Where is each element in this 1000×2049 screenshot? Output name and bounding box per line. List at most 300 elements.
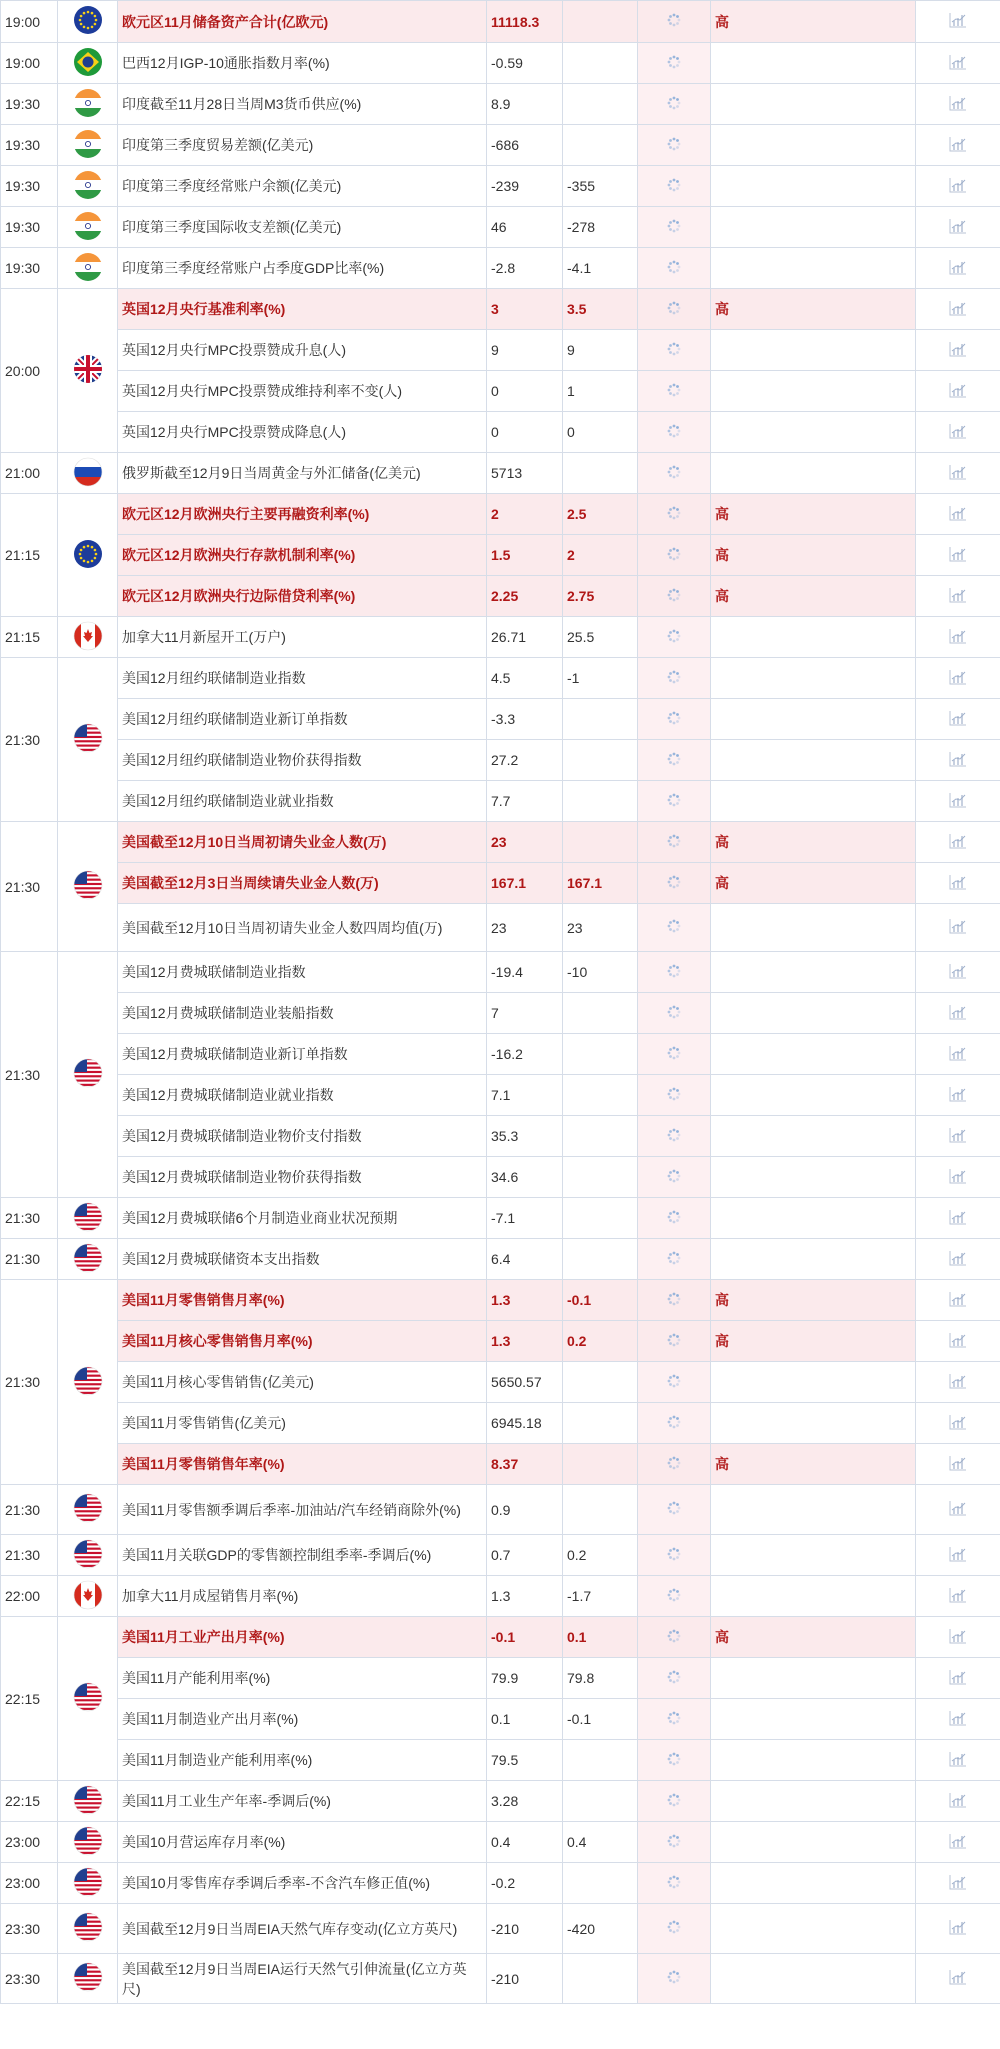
previous-value: 7.7 — [487, 781, 563, 822]
forecast-value — [563, 1954, 638, 2004]
indicator-name: 美国12月费城联储制造业物价获得指数 — [118, 1157, 487, 1198]
forecast-value: 2.5 — [563, 494, 638, 535]
previous-value: 1.3 — [487, 1576, 563, 1617]
importance-label — [711, 1781, 916, 1822]
history-chart-cell[interactable] — [916, 904, 1000, 952]
in-flag-icon — [73, 129, 103, 162]
previous-value: 23 — [487, 904, 563, 952]
forecast-value — [563, 822, 638, 863]
previous-value: -239 — [487, 166, 563, 207]
loading-spinner-icon — [666, 218, 682, 237]
forecast-value — [563, 1075, 638, 1116]
history-chart-cell[interactable] — [916, 1485, 1000, 1535]
forecast-value: 25.5 — [563, 617, 638, 658]
bar-chart-icon[interactable] — [949, 1004, 967, 1023]
importance-label — [711, 166, 916, 207]
actual-value-cell — [638, 1954, 711, 2004]
history-chart-cell[interactable] — [916, 1280, 1000, 1321]
event-time: 19:30 — [1, 166, 58, 207]
actual-value-cell — [638, 1321, 711, 1362]
actual-value-cell — [638, 658, 711, 699]
indicator-name: 印度第三季度经常账户余额(亿美元) — [118, 166, 487, 207]
importance-label — [711, 453, 916, 494]
country-flag-cell — [58, 453, 118, 494]
history-chart-cell[interactable] — [916, 658, 1000, 699]
indicator-name: 欧元区12月欧洲央行边际借贷利率(%) — [118, 576, 487, 617]
bar-chart-icon[interactable] — [949, 464, 967, 483]
actual-value-cell — [638, 1403, 711, 1444]
history-chart-cell[interactable] — [916, 1239, 1000, 1280]
calendar-row — [1, 658, 1000, 699]
loading-spinner-icon — [666, 1004, 682, 1023]
forecast-value — [563, 1781, 638, 1822]
previous-value: -2.8 — [487, 248, 563, 289]
history-chart-cell[interactable] — [916, 1116, 1000, 1157]
history-chart-cell[interactable] — [916, 1198, 1000, 1239]
bar-chart-icon[interactable] — [949, 1414, 967, 1433]
ru-flag-icon — [73, 457, 103, 490]
history-chart-cell[interactable] — [916, 43, 1000, 84]
indicator-name: 美国截至12月10日当周初请失业金人数(万) — [118, 822, 487, 863]
actual-value-cell — [638, 43, 711, 84]
history-chart-cell[interactable] — [916, 1034, 1000, 1075]
previous-value: 1.3 — [487, 1280, 563, 1321]
history-chart-cell[interactable] — [916, 412, 1000, 453]
forecast-value — [563, 1863, 638, 1904]
bar-chart-icon[interactable] — [949, 1332, 967, 1351]
indicator-name: 美国11月制造业产能利用率(%) — [118, 1740, 487, 1781]
actual-value-cell — [638, 412, 711, 453]
calendar-row — [1, 1699, 1000, 1740]
history-chart-cell[interactable] — [916, 781, 1000, 822]
calendar-row — [1, 1116, 1000, 1157]
actual-value-cell — [638, 1362, 711, 1403]
history-chart-cell[interactable] — [916, 740, 1000, 781]
event-time: 21:30 — [1, 952, 58, 1198]
forecast-value: 0 — [563, 412, 638, 453]
previous-value: 5713 — [487, 453, 563, 494]
forecast-value — [563, 1034, 638, 1075]
loading-spinner-icon — [666, 1792, 682, 1811]
calendar-row — [1, 1658, 1000, 1699]
history-chart-cell[interactable] — [916, 993, 1000, 1034]
bar-chart-icon[interactable] — [949, 382, 967, 401]
forecast-value: -0.1 — [563, 1280, 638, 1321]
history-chart-cell[interactable] — [916, 166, 1000, 207]
us-flag-icon — [73, 1682, 103, 1715]
country-flag-cell — [58, 248, 118, 289]
bar-chart-icon[interactable] — [949, 628, 967, 647]
history-chart-cell[interactable] — [916, 1, 1000, 43]
event-time: 23:00 — [1, 1863, 58, 1904]
bar-chart-icon[interactable] — [949, 874, 967, 893]
calendar-row — [1, 1576, 1000, 1617]
country-flag-cell — [58, 1, 118, 43]
country-flag-cell — [58, 125, 118, 166]
indicator-name: 印度第三季度经常账户占季度GDP比率(%) — [118, 248, 487, 289]
previous-value: 8.9 — [487, 84, 563, 125]
calendar-row — [1, 1781, 1000, 1822]
indicator-name: 印度截至11月28日当周M3货币供应(%) — [118, 84, 487, 125]
history-chart-cell[interactable] — [916, 1321, 1000, 1362]
loading-spinner-icon — [666, 1045, 682, 1064]
history-chart-cell[interactable] — [916, 1863, 1000, 1904]
loading-spinner-icon — [666, 918, 682, 937]
us-flag-icon — [73, 1962, 103, 1995]
bar-chart-icon[interactable] — [949, 54, 967, 73]
history-chart-cell[interactable] — [916, 1403, 1000, 1444]
actual-value-cell — [638, 1444, 711, 1485]
ca-flag-icon — [73, 1580, 103, 1613]
forecast-value: 167.1 — [563, 863, 638, 904]
bar-chart-icon[interactable] — [949, 1127, 967, 1146]
calendar-row — [1, 1075, 1000, 1116]
calendar-row — [1, 1198, 1000, 1239]
event-time: 21:15 — [1, 617, 58, 658]
forecast-value: -0.1 — [563, 1699, 638, 1740]
importance-label — [711, 248, 916, 289]
indicator-name: 美国11月工业产出月率(%) — [118, 1617, 487, 1658]
importance-label — [711, 1362, 916, 1403]
calendar-row — [1, 1740, 1000, 1781]
loading-spinner-icon — [666, 874, 682, 893]
history-chart-cell[interactable] — [916, 952, 1000, 993]
indicator-name: 美国截至12月3日当周续请失业金人数(万) — [118, 863, 487, 904]
indicator-name: 美国截至12月10日当周初请失业金人数四周均值(万) — [118, 904, 487, 952]
importance-label: 高 — [711, 289, 916, 330]
forecast-value — [563, 43, 638, 84]
indicator-name: 美国12月费城联储6个月制造业商业状况预期 — [118, 1198, 487, 1239]
history-chart-cell[interactable] — [916, 1444, 1000, 1485]
loading-spinner-icon — [666, 1669, 682, 1688]
us-flag-icon — [73, 1058, 103, 1091]
history-chart-cell[interactable] — [916, 1904, 1000, 1954]
event-time: 23:00 — [1, 1822, 58, 1863]
in-flag-icon — [73, 170, 103, 203]
us-flag-icon — [73, 1493, 103, 1526]
bar-chart-icon[interactable] — [949, 1751, 967, 1770]
importance-label — [711, 740, 916, 781]
bar-chart-icon[interactable] — [949, 1546, 967, 1565]
country-flag-cell — [58, 166, 118, 207]
bar-chart-icon[interactable] — [949, 505, 967, 524]
us-flag-icon — [73, 1785, 103, 1818]
previous-value: -210 — [487, 1904, 563, 1954]
history-chart-cell[interactable] — [916, 1699, 1000, 1740]
country-flag-cell — [58, 207, 118, 248]
bar-chart-icon[interactable] — [949, 546, 967, 565]
calendar-row — [1, 1, 1000, 43]
importance-label — [711, 1740, 916, 1781]
event-time: 20:00 — [1, 289, 58, 453]
event-time: 19:30 — [1, 84, 58, 125]
importance-label — [711, 1576, 916, 1617]
previous-value: 7 — [487, 993, 563, 1034]
importance-label: 高 — [711, 822, 916, 863]
indicator-name: 英国12月央行MPC投票赞成维持利率不变(人) — [118, 371, 487, 412]
bar-chart-icon[interactable] — [949, 1792, 967, 1811]
forecast-value — [563, 1362, 638, 1403]
bar-chart-icon[interactable] — [949, 218, 967, 237]
importance-label: 高 — [711, 1617, 916, 1658]
actual-value-cell — [638, 1822, 711, 1863]
previous-value: -3.3 — [487, 699, 563, 740]
loading-spinner-icon — [666, 833, 682, 852]
importance-label: 高 — [711, 576, 916, 617]
history-chart-cell[interactable] — [916, 1658, 1000, 1699]
previous-value: 79.9 — [487, 1658, 563, 1699]
actual-value-cell — [638, 993, 711, 1034]
indicator-name: 美国12月费城联储制造业装船指数 — [118, 993, 487, 1034]
previous-value: 2 — [487, 494, 563, 535]
bar-chart-icon[interactable] — [949, 792, 967, 811]
bar-chart-icon[interactable] — [949, 423, 967, 442]
uk-flag-icon — [73, 354, 103, 387]
calendar-row — [1, 863, 1000, 904]
forecast-value: 0.1 — [563, 1617, 638, 1658]
bar-chart-icon[interactable] — [949, 1919, 967, 1938]
bar-chart-icon[interactable] — [949, 1500, 967, 1519]
forecast-value — [563, 1740, 638, 1781]
event-time: 19:30 — [1, 248, 58, 289]
importance-label — [711, 699, 916, 740]
bar-chart-icon[interactable] — [949, 669, 967, 688]
forecast-value: 2.75 — [563, 576, 638, 617]
importance-label — [711, 412, 916, 453]
importance-label — [711, 1116, 916, 1157]
history-chart-cell[interactable] — [916, 84, 1000, 125]
previous-value: -686 — [487, 125, 563, 166]
country-flag-cell — [58, 494, 118, 617]
previous-value: -7.1 — [487, 1198, 563, 1239]
bar-chart-icon[interactable] — [949, 1969, 967, 1988]
history-chart-cell[interactable] — [916, 617, 1000, 658]
forecast-value — [563, 699, 638, 740]
previous-value: 6945.18 — [487, 1403, 563, 1444]
loading-spinner-icon — [666, 1919, 682, 1938]
calendar-row — [1, 371, 1000, 412]
calendar-row — [1, 1362, 1000, 1403]
loading-spinner-icon — [666, 95, 682, 114]
history-chart-cell[interactable] — [916, 863, 1000, 904]
country-flag-cell — [58, 1535, 118, 1576]
loading-spinner-icon — [666, 751, 682, 770]
country-flag-cell — [58, 1198, 118, 1239]
loading-spinner-icon — [666, 1291, 682, 1310]
forecast-value: -10 — [563, 952, 638, 993]
loading-spinner-icon — [666, 1546, 682, 1565]
actual-value-cell — [638, 699, 711, 740]
actual-value-cell — [638, 453, 711, 494]
loading-spinner-icon — [666, 1373, 682, 1392]
actual-value-cell — [638, 1116, 711, 1157]
bar-chart-icon[interactable] — [949, 136, 967, 155]
forecast-value: 2 — [563, 535, 638, 576]
event-time: 19:30 — [1, 125, 58, 166]
calendar-row — [1, 125, 1000, 166]
country-flag-cell — [58, 43, 118, 84]
loading-spinner-icon — [666, 12, 682, 31]
bar-chart-icon[interactable] — [949, 751, 967, 770]
bar-chart-icon[interactable] — [949, 300, 967, 319]
bar-chart-icon[interactable] — [949, 1168, 967, 1187]
actual-value-cell — [638, 863, 711, 904]
event-time: 22:00 — [1, 1576, 58, 1617]
history-chart-cell[interactable] — [916, 1617, 1000, 1658]
bar-chart-icon[interactable] — [949, 1086, 967, 1105]
bar-chart-icon[interactable] — [949, 1628, 967, 1647]
calendar-row — [1, 207, 1000, 248]
calendar-row — [1, 1403, 1000, 1444]
bar-chart-icon[interactable] — [949, 587, 967, 606]
previous-value: 46 — [487, 207, 563, 248]
bar-chart-icon[interactable] — [949, 12, 967, 31]
forecast-value: -4.1 — [563, 248, 638, 289]
calendar-row — [1, 248, 1000, 289]
event-time: 21:30 — [1, 658, 58, 822]
history-chart-cell[interactable] — [916, 494, 1000, 535]
importance-label — [711, 1485, 916, 1535]
bar-chart-icon[interactable] — [949, 177, 967, 196]
history-chart-cell[interactable] — [916, 1822, 1000, 1863]
country-flag-cell — [58, 1863, 118, 1904]
eu-flag-icon — [73, 539, 103, 572]
country-flag-cell — [58, 1485, 118, 1535]
importance-label — [711, 125, 916, 166]
previous-value: -210 — [487, 1954, 563, 2004]
history-chart-cell[interactable] — [916, 248, 1000, 289]
history-chart-cell[interactable] — [916, 1576, 1000, 1617]
event-time: 21:30 — [1, 1535, 58, 1576]
indicator-name: 美国12月纽约联储制造业物价获得指数 — [118, 740, 487, 781]
loading-spinner-icon — [666, 177, 682, 196]
indicator-name: 美国截至12月9日当周EIA天然气库存变动(亿立方英尺) — [118, 1904, 487, 1954]
event-time: 21:30 — [1, 1239, 58, 1280]
forecast-value: -355 — [563, 166, 638, 207]
event-time: 21:30 — [1, 1280, 58, 1485]
history-chart-cell[interactable] — [916, 1157, 1000, 1198]
forecast-value — [563, 1239, 638, 1280]
calendar-row — [1, 904, 1000, 952]
previous-value: 27.2 — [487, 740, 563, 781]
calendar-row — [1, 1535, 1000, 1576]
forecast-value — [563, 993, 638, 1034]
actual-value-cell — [638, 1198, 711, 1239]
history-chart-cell[interactable] — [916, 576, 1000, 617]
country-flag-cell — [58, 1239, 118, 1280]
calendar-body — [1, 1, 1000, 2004]
previous-value: 3.28 — [487, 1781, 563, 1822]
bar-chart-icon[interactable] — [949, 1373, 967, 1392]
previous-value: 5650.57 — [487, 1362, 563, 1403]
importance-label — [711, 1157, 916, 1198]
previous-value: 0.7 — [487, 1535, 563, 1576]
actual-value-cell — [638, 1239, 711, 1280]
calendar-row — [1, 952, 1000, 993]
importance-label — [711, 207, 916, 248]
previous-value: 1.5 — [487, 535, 563, 576]
country-flag-cell — [58, 1904, 118, 1954]
indicator-name: 英国12月央行基准利率(%) — [118, 289, 487, 330]
actual-value-cell — [638, 576, 711, 617]
previous-value: 35.3 — [487, 1116, 563, 1157]
indicator-name: 英国12月央行MPC投票赞成降息(人) — [118, 412, 487, 453]
importance-label — [711, 371, 916, 412]
bar-chart-icon[interactable] — [949, 1291, 967, 1310]
previous-value: 4.5 — [487, 658, 563, 699]
bar-chart-icon[interactable] — [949, 833, 967, 852]
history-chart-cell[interactable] — [916, 699, 1000, 740]
importance-label — [711, 1075, 916, 1116]
history-chart-cell[interactable] — [916, 1535, 1000, 1576]
loading-spinner-icon — [666, 1455, 682, 1474]
bar-chart-icon[interactable] — [949, 710, 967, 729]
history-chart-cell[interactable] — [916, 125, 1000, 166]
forecast-value — [563, 1198, 638, 1239]
bar-chart-icon[interactable] — [949, 1587, 967, 1606]
history-chart-cell[interactable] — [916, 289, 1000, 330]
loading-spinner-icon — [666, 963, 682, 982]
bar-chart-icon[interactable] — [949, 1250, 967, 1269]
bar-chart-icon[interactable] — [949, 1209, 967, 1228]
bar-chart-icon[interactable] — [949, 1874, 967, 1893]
history-chart-cell[interactable] — [916, 371, 1000, 412]
actual-value-cell — [638, 1699, 711, 1740]
country-flag-cell — [58, 658, 118, 822]
importance-label — [711, 1699, 916, 1740]
forecast-value — [563, 1403, 638, 1444]
loading-spinner-icon — [666, 1500, 682, 1519]
bar-chart-icon[interactable] — [949, 95, 967, 114]
history-chart-cell[interactable] — [916, 1362, 1000, 1403]
history-chart-cell[interactable] — [916, 535, 1000, 576]
history-chart-cell[interactable] — [916, 822, 1000, 863]
bar-chart-icon[interactable] — [949, 963, 967, 982]
importance-label — [711, 1863, 916, 1904]
actual-value-cell — [638, 207, 711, 248]
bar-chart-icon[interactable] — [949, 1455, 967, 1474]
history-chart-cell[interactable] — [916, 1075, 1000, 1116]
history-chart-cell[interactable] — [916, 1781, 1000, 1822]
history-chart-cell[interactable] — [916, 207, 1000, 248]
ca-flag-icon — [73, 621, 103, 654]
bar-chart-icon[interactable] — [949, 1669, 967, 1688]
forecast-value: 79.8 — [563, 1658, 638, 1699]
actual-value-cell — [638, 617, 711, 658]
history-chart-cell[interactable] — [916, 1740, 1000, 1781]
event-time: 21:00 — [1, 453, 58, 494]
importance-label — [711, 330, 916, 371]
history-chart-cell[interactable] — [916, 1954, 1000, 2004]
bar-chart-icon[interactable] — [949, 918, 967, 937]
indicator-name: 美国11月零售销售年率(%) — [118, 1444, 487, 1485]
bar-chart-icon[interactable] — [949, 1710, 967, 1729]
history-chart-cell[interactable] — [916, 330, 1000, 371]
bar-chart-icon[interactable] — [949, 1833, 967, 1852]
actual-value-cell — [638, 1485, 711, 1535]
bar-chart-icon[interactable] — [949, 259, 967, 278]
history-chart-cell[interactable] — [916, 453, 1000, 494]
loading-spinner-icon — [666, 1628, 682, 1647]
calendar-row — [1, 330, 1000, 371]
bar-chart-icon[interactable] — [949, 341, 967, 360]
previous-value: 0.9 — [487, 1485, 563, 1535]
loading-spinner-icon — [666, 710, 682, 729]
us-flag-icon — [73, 1539, 103, 1572]
importance-label: 高 — [711, 1, 916, 43]
importance-label — [711, 1403, 916, 1444]
bar-chart-icon[interactable] — [949, 1045, 967, 1064]
